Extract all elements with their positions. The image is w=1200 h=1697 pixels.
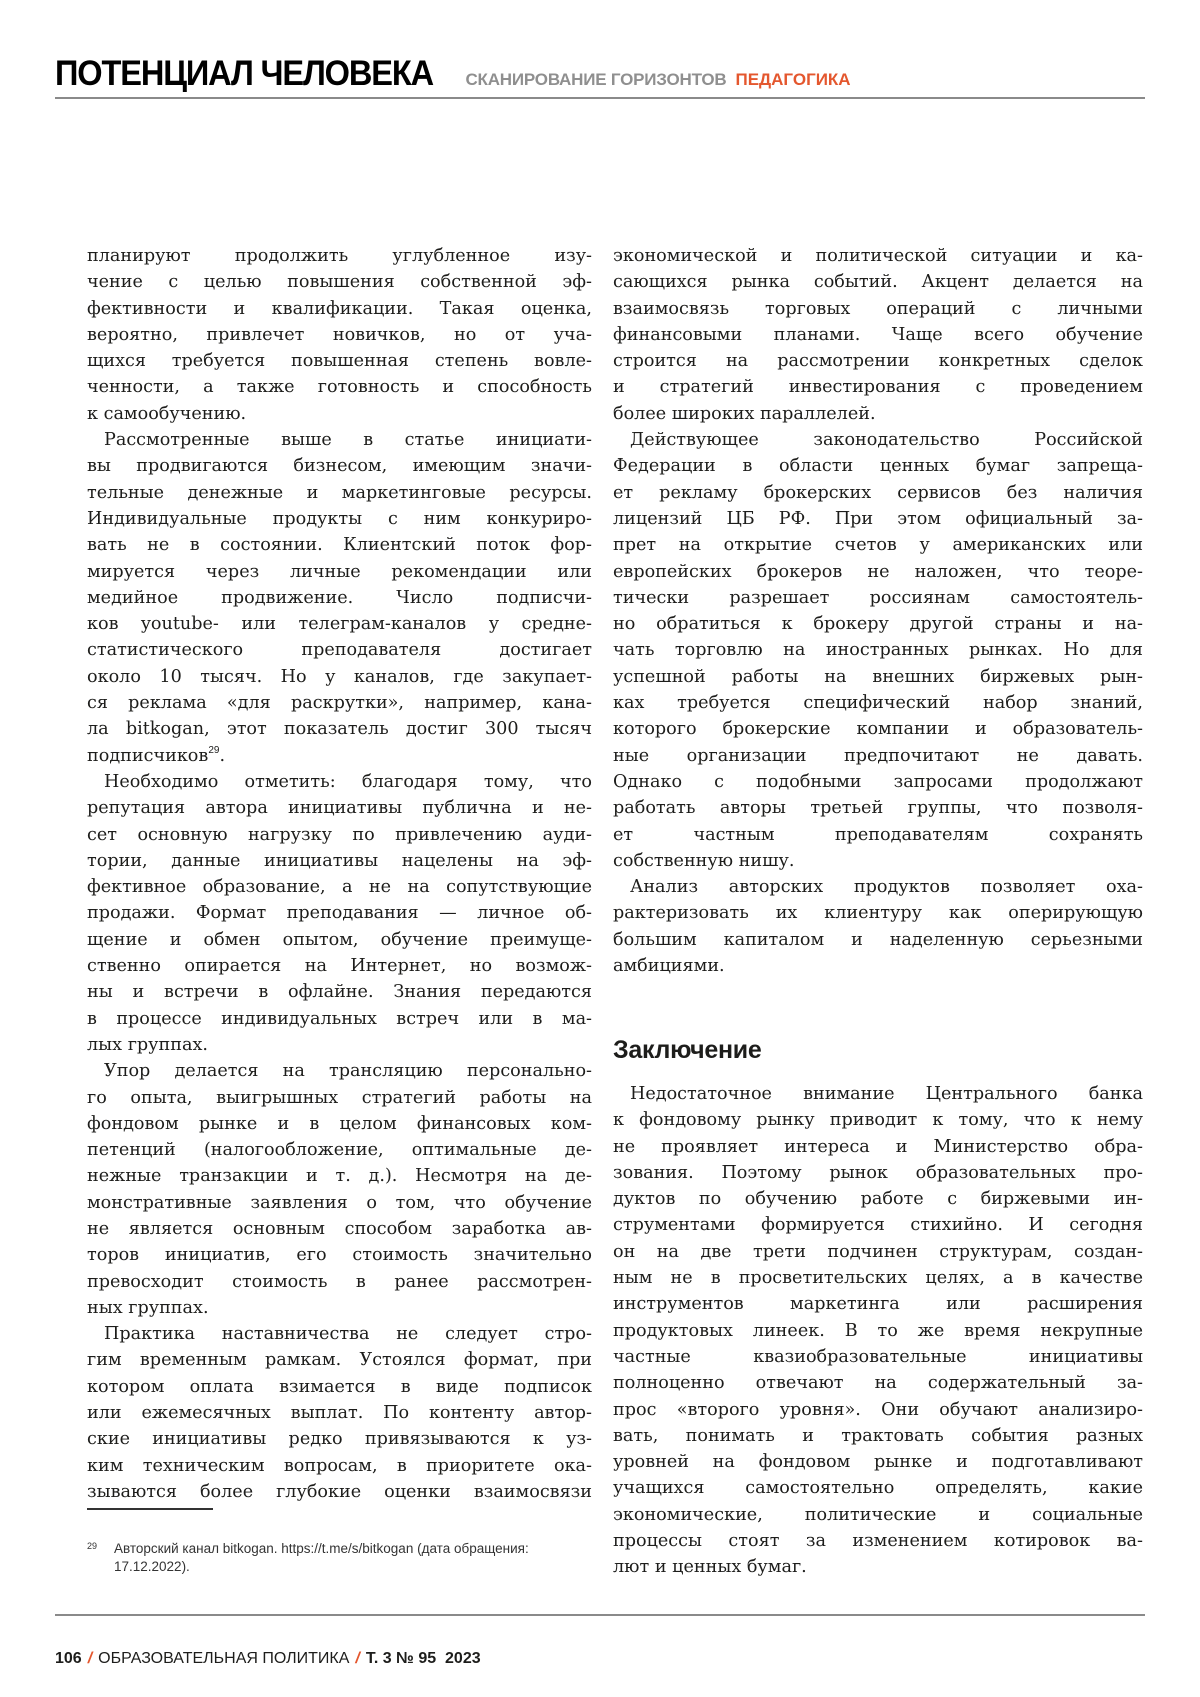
text-line: или ежемесячных выплат. По контенту автор- [87,1400,592,1426]
paragraph [613,427,1143,874]
text-line: большим капиталом и наделенную серьезными [613,927,1143,953]
left-column [87,243,592,1505]
footnote-reference[interactable]: 29 [208,745,219,756]
paragraph [87,769,592,1058]
conclusion-body [613,1081,1143,1581]
text-line: вы продвигаются бизнесом, имеющим значи- [87,453,592,479]
text-line: мируется через личные рекомендации или [87,559,592,585]
text-line: строится на рассмотрении конкретных сделок [613,348,1143,374]
text-line: Рассмотренные выше в статье инициати- [87,427,592,453]
text-line: ким техническим вопросам, в приоритете ока- [87,1453,592,1479]
rubric-name: ПЕДАГОГИКА [735,70,850,90]
text-line: ся реклама «для раскрутки», например, кана- [87,690,592,716]
paragraph [613,1081,1143,1581]
text-line: щихся требуется повышенная степень вовле- [87,348,592,374]
text-line: процессы стоят за изменением котировок ва- [613,1528,1143,1554]
footnote-number: 29 [87,1537,97,1555]
text-line: Недостаточное внимание Центрального банка [613,1081,1143,1107]
text-line: тически разрешает россиянам самостоятель- [613,585,1143,611]
text-line: экономические, политические и социальные [613,1502,1143,1528]
text-line: щение и обмен опытом, обучение преимуще- [87,927,592,953]
text-line: не проявляет интереса и Министерство обра- [613,1134,1143,1160]
text-line: Действующее законодательство Российской [613,427,1143,453]
text-line: Упор делается на трансляцию персонально- [87,1058,592,1084]
text-line: финансовыми планами. Чаще всего обучение [613,322,1143,348]
text-line: фективное образование, а не на сопутствующие [87,874,592,900]
section-name: СКАНИРОВАНИЕ ГОРИЗОНТОВ [465,70,726,90]
text-line: ские инициативы редко привязываются к уз- [87,1426,592,1452]
text-line [87,743,592,769]
text-line: прос «второго уровня». Они обучают анализиро- [613,1397,1143,1423]
text-line: ных группах. [87,1295,592,1321]
text-line: прет на открытие счетов у американских или [613,532,1143,558]
text-line: фондовом рынке и в целом финансовых ком- [87,1111,592,1137]
text-line: продуктовых линеек. В то же время некрупные [613,1318,1143,1344]
journal-section-title: ПОТЕНЦИАЛ ЧЕЛОВЕКА [55,54,433,94]
text-line: к самообучению. [87,401,592,427]
text-line: сающихся рынка событий. Акцент делается на [613,269,1143,295]
text-line: ет частным преподавателям сохранять [613,822,1143,848]
section-heading-conclusion: Заключение [613,1036,761,1065]
text-line: в процессе индивидуальных встреч или в ма- [87,1006,592,1032]
paragraph [87,243,592,427]
text-line: к фондовому рынку приводит к тому, что к нему [613,1107,1143,1133]
text-line: лых группах. [87,1032,592,1058]
text-line: статистического преподавателя достигает [87,637,592,663]
text-line: фективности и квалификации. Такая оценка, [87,296,592,322]
text-line: амбициями. [613,953,1143,979]
text-line: уровней на фондовом рынке и подготавливают [613,1449,1143,1475]
text-line: ственно опирается на Интернет, но возмож- [87,953,592,979]
text-line: учащихся самостоятельно определять, какие [613,1475,1143,1501]
text-line: продажи. Формат преподавания — личное об- [87,900,592,926]
text-line: котором оплата взимается в виде подписок [87,1374,592,1400]
footer-divider [55,1614,1145,1616]
text-line: репутация автора инициативы публична и не- [87,795,592,821]
text-line: успешной работы на внешних биржевых рын- [613,664,1143,690]
text-line: лют и ценных бумаг. [613,1554,1143,1580]
text-line: вать не в состоянии. Клиентский поток фор- [87,532,592,558]
text-line: Анализ авторских продуктов позволяет оха- [613,874,1143,900]
text-line: частные квазиобразовательные инициативы [613,1344,1143,1370]
paragraph [613,874,1143,979]
text-line: сет основную нагрузку по привлечению ауди- [87,822,592,848]
text-line: ет рекламу брокерских сервисов без наличия [613,480,1143,506]
text-line: Необходимо отметить: благодаря тому, что [87,769,592,795]
paragraph [87,1321,592,1505]
text-line: но обратиться к брокеру другой страны и на- [613,611,1143,637]
text-line: нежные транзакции и т. д.). Несмотря на де- [87,1163,592,1189]
text-line: дуктов по обучению работе с биржевыми ин- [613,1186,1143,1212]
text-line: превосходит стоимость в ранее рассмотрен- [87,1269,592,1295]
text-line: Практика наставничества не следует стро- [87,1321,592,1347]
text-line: медийное продвижение. Число подписчи- [87,585,592,611]
issue-year: 2023 [445,1650,481,1667]
line-text: . [219,746,225,766]
text-line: ков youtube- или телеграм-каналов у средне- [87,611,592,637]
text-line: Индивидуальные продукты с ним конкуриро- [87,506,592,532]
text-line: планируют продолжить углубленное изу- [87,243,592,269]
text-line: зываются более глубокие оценки взаимосвязи [87,1479,592,1505]
text-line: струментами формируется стихийно. И сегодня [613,1212,1143,1238]
text-line: рактеризовать их клиентуру как оперирующую [613,900,1143,926]
slash-separator: / [355,1650,359,1667]
text-line: ным не в просветительских целях, а в качестве [613,1265,1143,1291]
text-line: зования. Поэтому рынок образовательных про- [613,1160,1143,1186]
journal-name: ОБРАЗОВАТЕЛЬНАЯ ПОЛИТИКА [98,1650,349,1667]
paragraph [613,243,1143,427]
text-line: инструментов маркетинга или расширения [613,1291,1143,1317]
text-line: ченности, а также готовность и способность [87,374,592,400]
text-line: чать торговлю на иностранных рынках. Но для [613,637,1143,663]
text-line: собственную нишу. [613,848,1143,874]
slash-separator: / [88,1650,92,1667]
footnote-divider [87,1508,213,1510]
text-line: около 10 тысяч. Но у каналов, где закупает- [87,664,592,690]
text-line: европейских брокеров не наложен, что теоре- [613,559,1143,585]
text-line: петенций (налогообложение, оптимальные де- [87,1137,592,1163]
text-line: работать авторы третьей группы, что позволя- [613,795,1143,821]
footnote-text: Авторский канал bitkogan. https://t.me/s/bitkogan (дата обращения: [87,1540,592,1558]
text-line: Федерации в области ценных бумаг запреща- [613,453,1143,479]
text-line: торов инициатив, его стоимость значительно [87,1242,592,1268]
issue-number: Т. 3 № 95 [366,1650,436,1667]
text-line: экономической и политической ситуации и ка- [613,243,1143,269]
text-line: не является основным способом заработка ав- [87,1216,592,1242]
footnote [87,1540,592,1576]
header-divider [55,97,1145,99]
text-line: гим временным рамкам. Устоялся формат, при [87,1347,592,1373]
text-line: ные организации предпочитают не давать. [613,743,1143,769]
text-line: вать, понимать и трактовать события разных [613,1423,1143,1449]
paragraph [87,427,592,769]
text-line: ны и встречи в офлайне. Знания передаются [87,979,592,1005]
paragraph [87,1058,592,1321]
text-line: вероятно, привлечет новичков, но от уча- [87,322,592,348]
page-number: 106 [55,1650,82,1667]
right-column [613,243,1143,979]
text-line: Однако с подобными запросами продолжают [613,769,1143,795]
text-line: тории, данные инициативы нацелены на эф- [87,848,592,874]
line-text: подписчиков [87,746,208,766]
text-line: полноценно отвечают на содержательный за- [613,1370,1143,1396]
footnote-text-cont: 17.12.2022). [87,1558,592,1576]
text-line: чение с целью повышения собственной эф- [87,269,592,295]
text-line: более широких параллелей. [613,401,1143,427]
text-line: он на две трети подчинен структурам, создан- [613,1239,1143,1265]
page-footer [55,1650,481,1668]
running-header [55,54,851,94]
text-line: го опыта, выигрышных стратегий работы на [87,1085,592,1111]
text-line: которого брокерские компании и образователь- [613,716,1143,742]
text-line: лицензий ЦБ РФ. При этом официальный за- [613,506,1143,532]
text-line: и стратегий инвестирования с проведением [613,374,1143,400]
text-line: монстративные заявления о том, что обучение [87,1190,592,1216]
text-line: взаимосвязь торговых операций с личными [613,296,1143,322]
text-line: тельные денежные и маркетинговые ресурсы. [87,480,592,506]
text-line: ла bitkogan, этот показатель достиг 300 тысяч [87,716,592,742]
text-line: ках требуется специфический набор знаний, [613,690,1143,716]
